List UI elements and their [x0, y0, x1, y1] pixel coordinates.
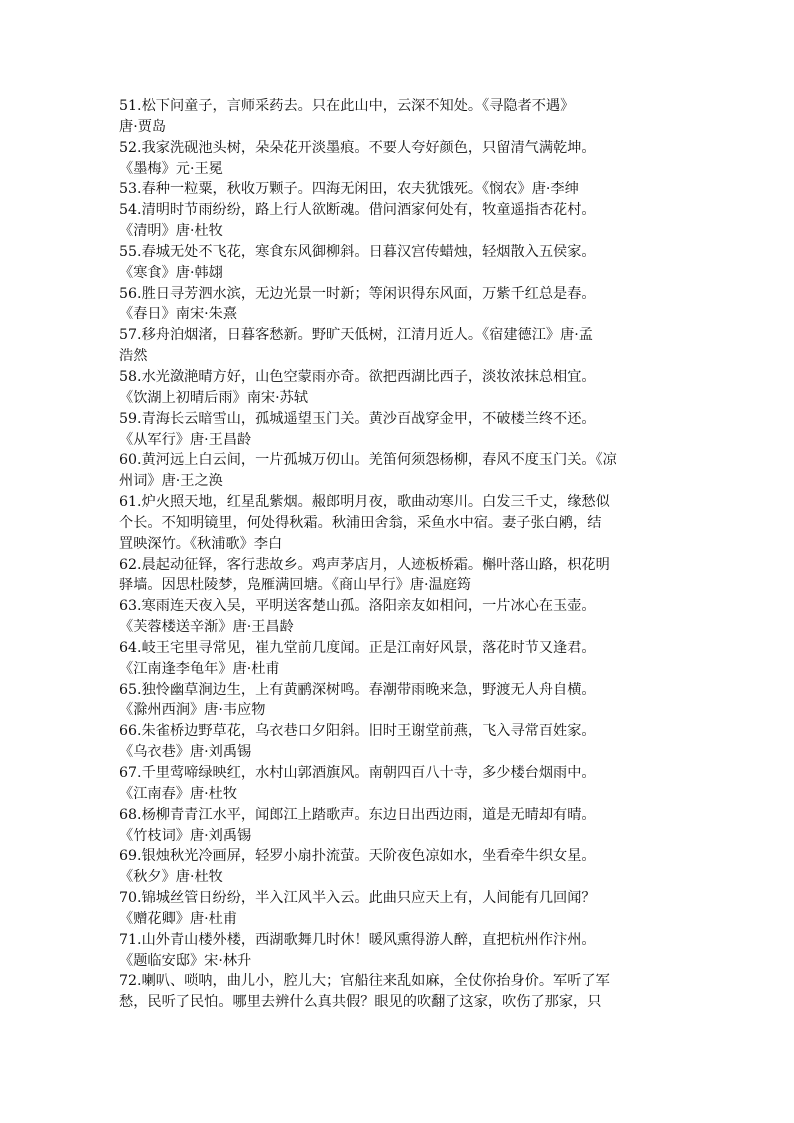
text-line: 53.春种一粒粟，秋收万颗子。四海无闲田，农夫犹饿死。《悯农》唐·李绅 [119, 181, 579, 198]
text-line: 罝映深竹。《秋浦歌》李白 [119, 535, 283, 552]
text-line: 《清明》唐·杜牧 [119, 223, 223, 240]
text-line: 62.晨起动征铎，客行悲故乡。鸡声茅店月，人迹板桥霜。槲叶落山路，枳花明 [119, 556, 610, 573]
text-line: 56.胜日寻芳泗水滨，无边光景一时新；等闲识得东风面，万紫千红总是春。 [119, 285, 596, 302]
text-line: 70.锦城丝管日纷纷，半入江风半入云。此曲只应天上有，人间能有几回闻？ [119, 890, 596, 907]
text-line: 65.独怜幽草涧边生，上有黄鹂深树鸣。春潮带雨晚来急，野渡无人舟自横。 [119, 681, 596, 698]
text-line: 68.杨柳青青江水平，闻郎江上踏歌声。东边日出西边雨，道是无晴却有晴。 [119, 806, 596, 823]
text-line: 《从军行》唐·王昌龄 [119, 431, 252, 448]
text-line: 51.松下问童子，言师采药去。只在此山中，云深不知处。《寻隐者不遇》 [119, 98, 575, 114]
text-line: 60.黄河远上白云间，一片孤城万仞山。羌笛何须怨杨柳，春风不度玉门关。《凉 [119, 452, 617, 469]
text-line: 《赠花卿》唐·杜甫 [119, 910, 238, 927]
text-line: 57.移舟泊烟渚，日暮客愁新。野旷天低树，江清月近人。《宿建德江》唐·孟 [119, 327, 593, 344]
text-line: 54.清明时节雨纷纷，路上行人欲断魂。借问酒家何处有，牧童遥指杏花村。 [119, 202, 596, 219]
poem-list [119, 96, 664, 1013]
text-line: 《江南春》唐·杜牧 [119, 785, 238, 802]
text-line: 52.我家洗砚池头树，朵朵花开淡墨痕。不要人夸好颜色，只留清气满乾坤。 [119, 139, 596, 156]
text-line: 63.寒雨连天夜入吴，平明送客楚山孤。洛阳亲友如相问，一片冰心在玉壶。 [119, 598, 596, 615]
text-line: 59.青海长云暗雪山，孤城遥望玉门关。黄沙百战穿金甲，不破楼兰终不还。 [119, 410, 596, 427]
text-line: 《滁州西涧》唐·韦应物 [119, 702, 266, 719]
text-line: 愁，民听了民怕。哪里去辨什么真共假？眼见的吹翻了这家，吹伤了那家，只 [119, 994, 602, 1011]
text-line: 64.岐王宅里寻常见，崔九堂前几度闻。正是江南好风景，落花时节又逢君。 [119, 639, 596, 656]
text-line: 《江南逢李龟年》唐·杜甫 [119, 660, 280, 677]
text-line: 55.春城无处不飞花，寒食东风御柳斜。日暮汉宫传蜡烛，轻烟散入五侯家。 [119, 243, 596, 260]
text-line: 71.山外青山楼外楼，西湖歌舞几时休！暖风熏得游人醉，直把杭州作汴州。 [119, 931, 596, 948]
text-line: 67.千里莺啼绿映红，水村山郭酒旗风。南朝四百八十寺，多少楼台烟雨中。 [119, 765, 596, 781]
text-line: 州词》唐·王之涣 [119, 473, 223, 490]
text-line: 《墨梅》元·王冕 [119, 160, 223, 177]
text-line: 《饮湖上初晴后雨》南宋·苏轼 [119, 389, 308, 406]
text-line: 《芙蓉楼送辛渐》唐·王昌龄 [119, 619, 294, 636]
text-line: 唐·贾岛 [119, 118, 167, 135]
text-line: 69.银烛秋光冷画屏，轻罗小扇扑流萤。天阶夜色凉如水，坐看牵牛织女星。 [119, 848, 596, 865]
text-line: 《竹枝词》唐·刘禹锡 [119, 827, 252, 844]
text-line: 《乌衣巷》唐·刘禹锡 [119, 744, 252, 761]
text-line: 《题临安邸》宋·林升 [119, 952, 252, 969]
text-line: 58.水光潋滟晴方好，山色空蒙雨亦奇。欲把西湖比西子，淡妆浓抹总相宜。 [119, 368, 596, 385]
text-line: 72.喇叭、唢呐，曲儿小，腔儿大；官船往来乱如麻，全仗你抬身价。军听了军 [119, 973, 610, 990]
text-line: 浩然 [119, 348, 148, 365]
text-line: 66.朱雀桥边野草花，乌衣巷口夕阳斜。旧时王谢堂前燕，飞入寻常百姓家。 [119, 723, 596, 740]
text-line: 《春日》南宋·朱熹 [119, 306, 238, 323]
text-line: 驿墙。因思杜陵梦，凫雁满回塘。《商山早行》唐·温庭筠 [119, 577, 472, 594]
text-line: 《秋夕》唐·杜牧 [119, 869, 223, 886]
text-line: 个长。不知明镜里，何处得秋霜。秋浦田舍翁，采鱼水中宿。妻子张白鹇，结 [119, 514, 602, 531]
text-line: 61.炉火照天地，红星乱紫烟。赧郎明月夜，歌曲动寒川。白发三千丈，缘愁似 [119, 494, 610, 511]
text-line: 《寒食》唐·韩翃 [119, 264, 223, 281]
